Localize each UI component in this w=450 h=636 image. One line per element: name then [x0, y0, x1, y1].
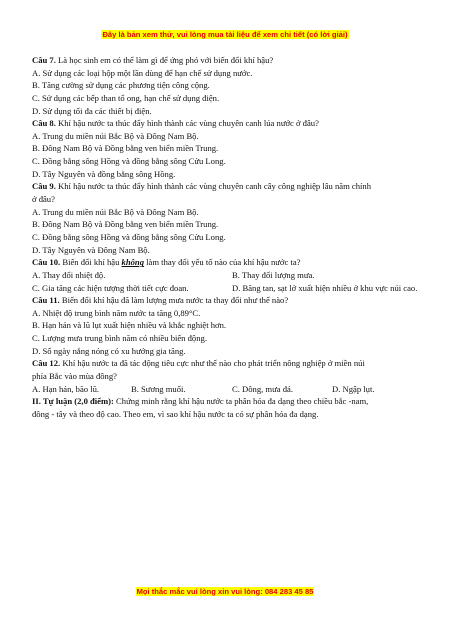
question-12-option-c: C. Dông, mưa đá.	[232, 383, 293, 394]
question-7-label: Câu 7.	[32, 55, 56, 65]
question-8-option-b: B. Đông Nam Bộ và Đồng bằng ven biển miền Trung.	[32, 143, 219, 154]
question-9-text-line1: Khí hậu nước ta thúc đẩy hình thành các vùng chuyên canh cây công nghiệp lâu năm chính	[55, 181, 372, 192]
question-12-text-line1: Khí hậu nước ta đã tác động tiêu cực như thế nào cho phát triển nông nghiệp ở miền núi	[60, 358, 365, 369]
question-11-option-c: C. Lượng mưa trung bình năm có nhiều biến động.	[32, 333, 207, 344]
question-10-option-b: B. Thay đổi lượng mưa.	[232, 269, 315, 280]
question-12-text-line2: phía Bắc vào mùa đông?	[32, 371, 117, 382]
question-10-options-row-2	[32, 282, 424, 295]
question-10-option-c: C. Gia tăng các hiện tượng thời tiết cực đoan.	[32, 282, 189, 293]
question-12-option-a: A. Hạn hán, bão lũ.	[32, 383, 100, 394]
question-9-option-d: D. Tây Nguyên và Đông Nam Bộ.	[32, 244, 150, 255]
question-8-option-a: A. Trung du miền núi Bắc Bộ và Đông Nam Bộ.	[32, 130, 199, 141]
question-12	[32, 357, 424, 370]
question-7-option-d: D. Sử dụng tối đa các thiết bị điện.	[32, 105, 152, 116]
question-11	[32, 294, 424, 307]
question-10	[32, 256, 424, 269]
question-7-option-a: A. Sử dụng các loại hộp một lần dùng để hạn chế sử dụng nước.	[32, 67, 253, 78]
question-7	[32, 54, 424, 67]
question-8-label: Câu 8.	[32, 118, 56, 129]
question-7-option-b: B. Tăng cường sử dụng các phương tiện công cộng.	[32, 80, 210, 91]
question-11-text: Biến đổi khí hậu đã làm lượng mưa nước ta thay đổi như thế nào?	[59, 295, 289, 306]
question-9-text-line2: ở đâu?	[32, 194, 55, 205]
question-10-text-before: Biến đổi khí hậu	[60, 257, 122, 268]
essay-section	[32, 395, 424, 408]
question-12-label: Câu 12.	[32, 358, 61, 369]
question-10-option-d: D. Băng tan, sạt lở xuất hiện nhiều ở khu vực núi cao.	[232, 282, 418, 293]
question-12-options-row	[32, 383, 424, 396]
question-8-text: Khí hậu nước ta thúc đẩy hình thành các vùng chuyên canh lúa nước ở đâu?	[55, 118, 319, 129]
contact-notice-text: Mọi thắc mắc vui lòng xin vui lòng: 084 283 45 85	[136, 587, 314, 596]
question-12-option-b: B. Sương muối.	[131, 383, 186, 394]
question-9-option-a: A. Trung du miền núi Bắc Bộ và Đông Nam Bộ.	[32, 206, 199, 217]
question-10-options-row-1	[32, 269, 424, 282]
preview-notice-text: Đây là bản xem thử, vui lòng mua tài liệu để xem chi tiết (có lời giải)	[102, 30, 348, 39]
question-10-keyword: không	[121, 257, 144, 268]
document-content	[32, 54, 424, 421]
question-8-option-d: D. Tây Nguyên và đồng bằng sông Hồng.	[32, 168, 176, 179]
question-11-label: Câu 11.	[32, 295, 60, 306]
question-9-label: Câu 9.	[32, 181, 56, 192]
question-9-option-b: B. Đông Nam Bộ và Đồng bằng ven biển miền Trung.	[32, 219, 219, 230]
essay-text-line1: Chứng minh rằng khí hậu nước ta phân hóa đa dạng theo chiều bắc -nam,	[113, 396, 369, 407]
contact-notice-banner	[0, 587, 450, 596]
question-8-option-c: C. Đồng bằng sông Hồng và đồng bằng sông Cửu Long.	[32, 156, 226, 167]
essay-text-line2: đông - tây và theo độ cao. Theo em, vì sao khí hậu nước ta có sự phân hóa đa dạng.	[32, 408, 319, 419]
essay-label: II. Tự luận (2,0 điểm):	[32, 396, 114, 407]
question-10-option-a: A. Thay đổi nhiệt độ.	[32, 269, 106, 280]
question-11-option-d: D. Số ngày nắng nóng có xu hướng gia tăng.	[32, 345, 186, 356]
question-7-option-c: C. Sử dụng các bếp than tổ ong, hạn chế sử dụng điện.	[32, 92, 220, 103]
question-11-option-b: B. Hạn hán và lũ lụt xuất hiện nhiều và khắc nghiệt hơn.	[32, 320, 227, 331]
question-7-text: Là học sinh em có thể làm gì để ứng phó với biến đổi khí hậu?	[55, 55, 274, 65]
preview-notice-banner	[0, 30, 450, 39]
question-9-option-c: C. Đồng bằng sông Hồng và đồng bằng sông Cửu Long.	[32, 231, 226, 242]
question-10-text-after: làm thay đổi yếu tố nào của khí hậu nước ta?	[144, 257, 301, 268]
question-9	[32, 180, 424, 193]
question-10-label: Câu 10.	[32, 257, 61, 268]
question-8	[32, 117, 424, 130]
question-12-option-d: D. Ngập lụt.	[332, 383, 375, 394]
question-11-option-a: A. Nhiệt độ trung bình năm nước ta tăng 0,89°C.	[32, 307, 201, 318]
